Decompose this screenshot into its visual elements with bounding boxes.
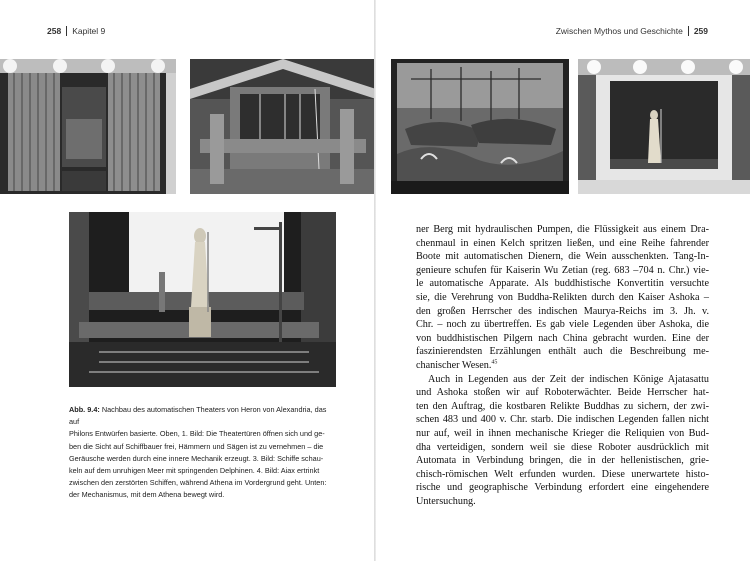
footnote-ref[interactable]: 45 — [491, 359, 498, 366]
caption-line: zwischen den zerstörten Schiffen, während Athena im Vordergrund geht. Unten: — [69, 478, 327, 488]
caption-line: keln auf dem unruhigen Meer mit springenden Delphinen. 4. Bild: Aiax ertrinkt — [69, 466, 320, 476]
running-title: Zwischen Mythos und Geschichte — [555, 26, 683, 36]
right-page — [376, 0, 750, 561]
left-running-head — [47, 26, 105, 36]
running-head-divider — [688, 26, 689, 36]
text-line: dha verteidigen, sondern weil sie diese Roboter ausdrücklich mit — [416, 441, 709, 453]
caption-line: Abb. 9.4: Nachbau des automatischen Theaters von Heron von Alexandria, das auf — [69, 405, 327, 427]
caption-line: der Mechanismus, mit dem Athena bewegt wird. — [69, 490, 225, 500]
text-line: ten den Auftrag, die kostbaren Relikte Buddhas zu sichern, der zwi- — [416, 400, 709, 412]
figure-caption — [69, 404, 337, 502]
text-line: chanischer Wesen.$^{45}$ — [416, 359, 498, 371]
text-line: von buddhistischen Pilgern nach China gebracht wurden. Eine der — [416, 332, 709, 344]
text-line: chisch-römischen Welt erfunden wurden. Diese unerwartete histo- — [416, 468, 709, 480]
body-text — [416, 223, 709, 508]
caption-line: Geräusche werden durch eine innere Mechanik erzeugt. 3. Bild: Schiffe schau- — [69, 453, 324, 463]
caption-line: Philons Entwürfen basierte. Oben, 1. Bild: Die Theatertüren öffnen sich und ge- — [69, 429, 325, 439]
theater-doors-photo — [0, 59, 176, 194]
text-line: sie, die Verehrung von Buddha-Relikten durch den Kaiser Ashoka – — [416, 291, 709, 303]
shipbuilders-photo — [190, 59, 376, 194]
caption-line: ben die Sicht auf Schiffbauer frei, Hämmern und Sägen ist zu vernehmen – die — [69, 441, 324, 451]
text-line: le automatische Apparate. Als buddhistische Konvertitin versuchte — [416, 278, 709, 290]
text-line: Chr. – noch zu übertreffen. Es gab viele Legenden über Ashoka, die — [416, 319, 709, 331]
text-line: faszinierendsten Erzählungen enthält auch die Beschreibung me- — [416, 346, 709, 358]
text-line: Boote mit automatischen Dienern, die Wein ausschenkten. Tang-In- — [416, 251, 709, 263]
athena-mechanism-photo — [69, 212, 336, 387]
running-head-divider — [66, 26, 67, 36]
right-page-number: 259 — [693, 26, 708, 36]
text-line: und Ashoka stoßen wir auf Roboterwächter. Beide Herrscher hat- — [416, 387, 709, 399]
athena-stage-photo — [578, 59, 750, 194]
left-page — [0, 0, 374, 561]
text-line: Automata in Verbindung bringen, die in der hellenistischen, grie- — [416, 455, 709, 467]
figure-label: Abb. 9.4: — [69, 405, 100, 414]
text-line: Auch in Legenden aus der Zeit der indischen Könige Ajatasattu — [428, 373, 709, 385]
chapter-title: Kapitel 9 — [72, 26, 106, 36]
text-line: den großen Herrscher des indischen Maurya-Reichs im 3. Jh. v. — [416, 305, 709, 317]
text-line: rische und geographische Verbindung erfordert eine eingehendere — [416, 482, 709, 494]
text-line: schen 483 und 400 v. Chr. starb. Die indischen Legenden fallen nicht — [416, 414, 709, 426]
text-line: chenmaul in einen Kelch spritzen ließen, und eine Reihe fahrender — [416, 237, 709, 249]
text-line: Untersuchung. — [416, 495, 476, 507]
text-line: genieure schufen für Kaiserin Wu Zetian (reg. 683 –704 n. Chr.) vie- — [416, 264, 709, 276]
text-line: ner Berg mit hydraulischen Pumpen, die Flüssigkeit aus einem Dra- — [416, 224, 709, 235]
right-running-head — [556, 26, 708, 36]
text-line: nur auf, weil in ihnen mechanische Krieger die Reliquien von Bud- — [416, 427, 709, 439]
left-page-number: 258 — [47, 26, 62, 36]
ships-sea-photo — [391, 59, 569, 194]
